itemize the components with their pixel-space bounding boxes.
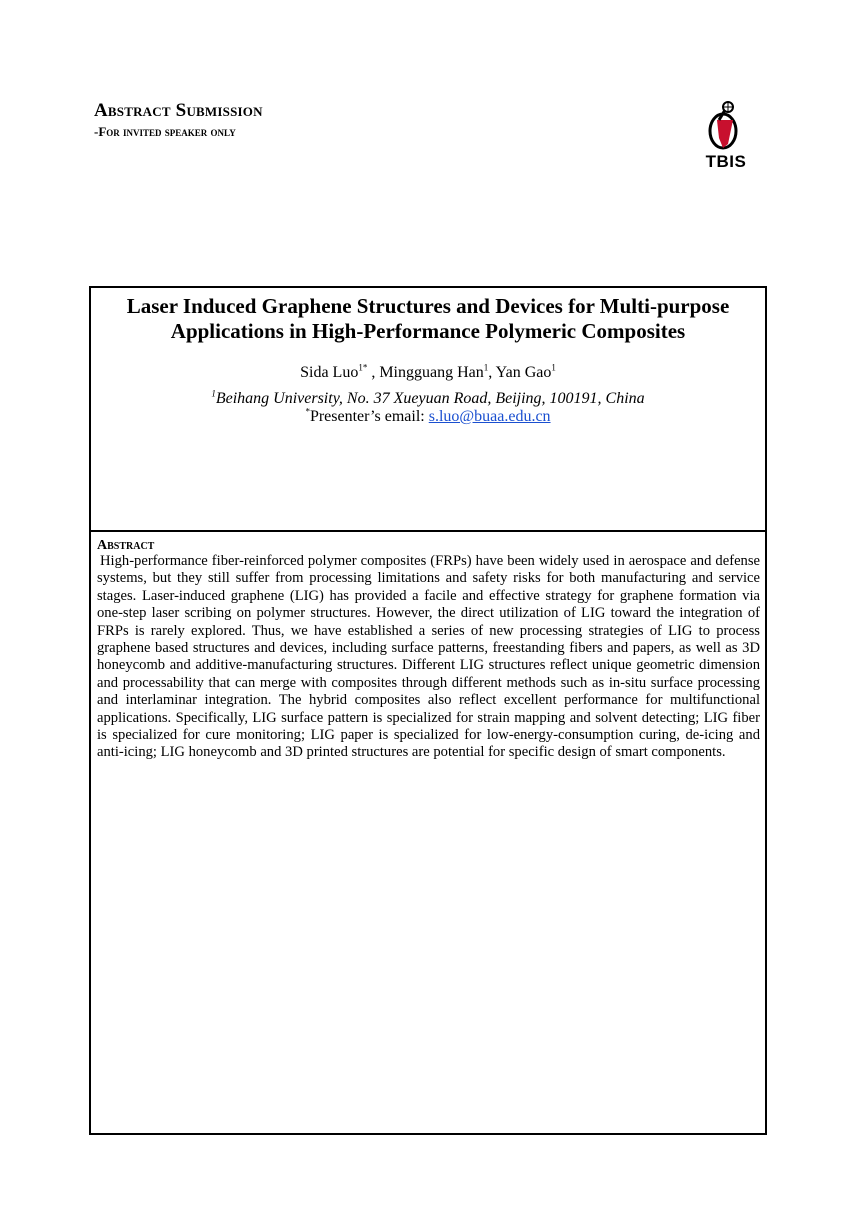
presenter-label: Presenter’s email: (309, 408, 429, 425)
logo-text: TBIS (705, 152, 747, 171)
author-separator: , (367, 364, 380, 381)
affiliation (91, 390, 765, 408)
author-name: Sida Luo (300, 364, 359, 381)
presenter-mark: * (305, 406, 310, 417)
author-separator: , (488, 364, 496, 381)
abstract-text: High-performance fiber-reinforced polymer composites (FRPs) have been widely used in aerospace and defense systems, but they still suffer from processing limitations and safety risks for both manufacturing and service stages. Laser-induced graphene (LIG) has provided a facile and effective strategy for graphene formation via one-step laser scribing on polymer structures. However, the direct utilization of LIG toward the integration of FRPs is rarely explored. Thus, we have established a series of new processing strategies of LIG to process graphene based structures and devices, including surface patterns, freestanding fibers and papers, as well as 3D honeycomb and additive-manufacturing structures. Different LIG structures reflect unique geometric dimension and processability that can merge with composites through different methods such as in-situ surface processing and interlaminar integration. The hybrid composites also reflect excellent performance for multifunctional applications. Specifically, LIG surface pattern is specialized for strain mapping and solvent detecting; LIG fiber is specialized for cure monitoring; LIG paper is specialized for low-energy-consumption curing, de-icing and anti-icing; LIG honeycomb and 3D printed structures are potential for specific design of smart components. (97, 553, 760, 761)
author-name: Mingguang Han (379, 364, 484, 381)
presenter-email-link[interactable]: s.luo@buaa.edu.cn (428, 408, 551, 425)
submission-header-subtitle: -For invited speaker only (94, 124, 236, 139)
affiliation-text: Beihang University, No. 37 Xueyuan Road, Beijing, 100191, China (215, 390, 645, 407)
affiliation-mark: 1 (211, 388, 216, 399)
abstract-frame (89, 286, 767, 1135)
submission-header-title: Abstract Submission (94, 100, 263, 121)
abstract-heading: Abstract (97, 538, 155, 553)
author-list (91, 364, 765, 382)
abstract-section (97, 538, 760, 762)
author-name: Yan Gao (495, 364, 552, 381)
author-affiliation-mark: 1 (551, 362, 556, 373)
title-section (91, 288, 765, 532)
author-affiliation-mark: 1* (358, 362, 368, 373)
tbis-emblem-icon (692, 98, 760, 154)
paper-title: Laser Induced Graphene Structures and Devices for Multi-purpose Applications in High-Performance Polymeric Composites (126, 294, 730, 343)
presenter-email-line (91, 408, 765, 426)
author-affiliation-mark: 1 (483, 362, 489, 373)
tbis-logo (692, 98, 760, 174)
